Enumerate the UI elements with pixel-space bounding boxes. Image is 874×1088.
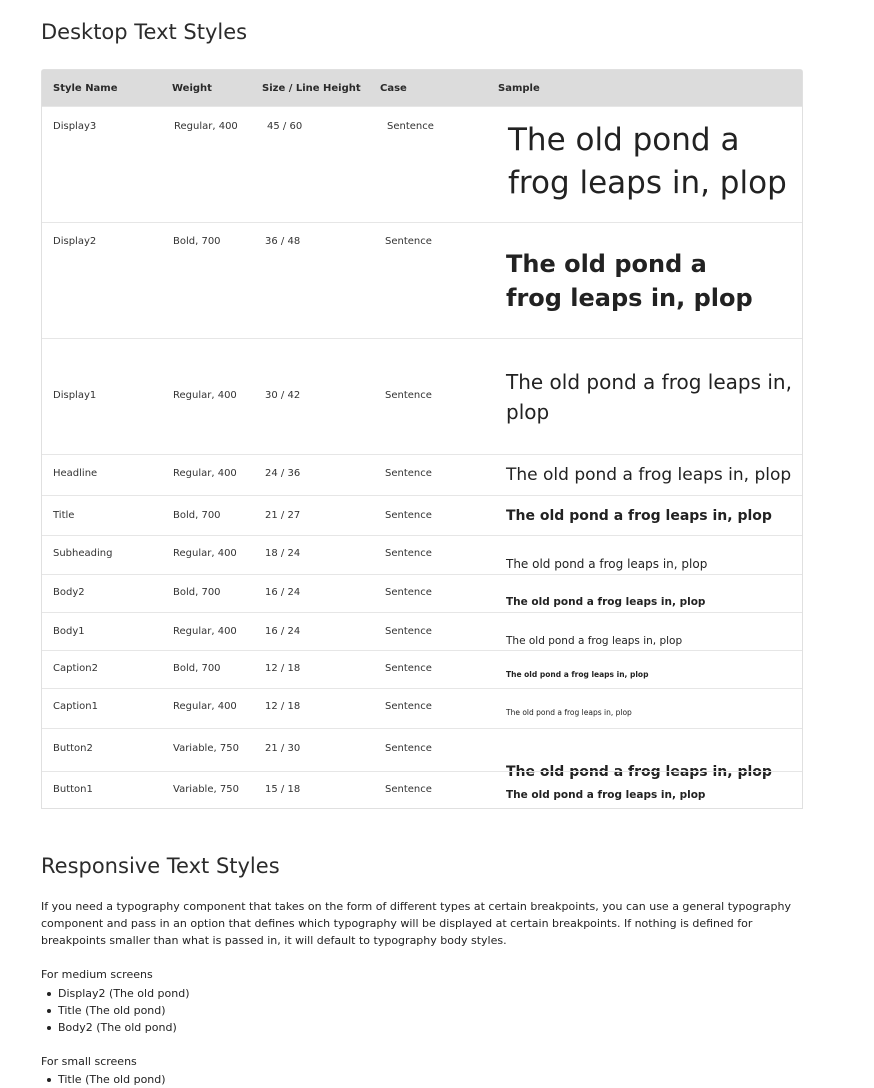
sample-button1: The old pond a frog leaps in, plop: [506, 789, 706, 801]
sample-display1: The old pond a frog leaps in, plop: [506, 370, 792, 424]
style-case: Sentence: [385, 390, 432, 401]
responsive-description: If you need a typography component that takes on the form of different types at certain breakpoints, you can use a general typography component and pass in an option that defines which typography will be displayed at certain breakpoints. If nothing is defined for breakpoints smaller than what is passed in, it will default to typography body styles.: [41, 900, 791, 947]
small-screens-list: [41, 1071, 166, 1088]
header-case: Case: [380, 83, 407, 94]
header-sample: Sample: [498, 83, 540, 94]
header-weight: Weight: [172, 83, 212, 94]
sample-body2: The old pond a frog leaps in, plop: [506, 596, 706, 608]
style-size: 12 / 18: [265, 663, 301, 674]
list-item: Display2 (The old pond): [58, 987, 190, 1000]
table-row: [42, 535, 802, 574]
style-name: Display2: [53, 236, 97, 247]
style-case: Sentence: [385, 548, 432, 559]
style-name: Headline: [53, 468, 98, 479]
style-name: Button2: [53, 743, 93, 754]
sample-headline: The old pond a frog leaps in, plop: [506, 465, 792, 485]
table-row: [42, 650, 802, 688]
list-item: Title (The old pond): [58, 1073, 166, 1086]
sample-display2: The old pond a frog leaps in, plop: [506, 250, 753, 312]
medium-screens-label: For medium screens: [41, 968, 153, 981]
style-size: 24 / 36: [265, 468, 301, 479]
header-style-name: Style Name: [53, 83, 118, 94]
style-name: Display1: [53, 390, 97, 401]
style-name: Caption1: [53, 701, 98, 712]
style-case: Sentence: [385, 626, 432, 637]
style-weight: Regular, 400: [173, 626, 237, 637]
style-name: Caption2: [53, 663, 98, 674]
style-size: 18 / 24: [265, 548, 301, 559]
style-case: Sentence: [385, 236, 432, 247]
style-weight: Regular, 400: [173, 390, 237, 401]
table-row: [42, 688, 802, 728]
style-size: 16 / 24: [265, 587, 301, 598]
responsive-text-styles-heading: Responsive Text Styles: [41, 854, 280, 878]
style-case: Sentence: [387, 121, 434, 132]
desktop-text-styles-heading: Desktop Text Styles: [41, 20, 248, 44]
style-size: 45 / 60: [267, 121, 303, 132]
style-weight: Bold, 700: [173, 236, 221, 247]
style-name: Display3: [53, 121, 97, 132]
style-name: Button1: [53, 784, 93, 795]
sample-caption2: The old pond a frog leaps in, plop: [506, 670, 649, 679]
table-row: [42, 771, 802, 808]
table-row: [42, 222, 802, 338]
style-size: 30 / 42: [265, 390, 301, 401]
style-weight: Variable, 750: [173, 784, 239, 795]
style-case: Sentence: [385, 510, 432, 521]
sample-title: The old pond a frog leaps in, plop: [506, 508, 772, 524]
table-row: [42, 454, 802, 495]
style-size: 36 / 48: [265, 236, 301, 247]
medium-screens-list: [41, 985, 190, 1036]
list-item: Body2 (The old pond): [58, 1019, 190, 1036]
style-case: Sentence: [385, 784, 432, 795]
sample-body1: The old pond a frog leaps in, plop: [506, 635, 683, 647]
style-weight: Variable, 750: [173, 743, 239, 754]
style-case: Sentence: [385, 468, 432, 479]
style-weight: Regular, 400: [174, 121, 238, 132]
text-styles-table: [41, 69, 803, 809]
style-case: Sentence: [385, 663, 432, 674]
header-size-line-height: Size / Line Height: [262, 83, 361, 94]
style-case: Sentence: [385, 743, 432, 754]
table-row: [42, 338, 802, 454]
style-weight: Bold, 700: [173, 663, 221, 674]
table-row: [42, 612, 802, 650]
style-weight: Bold, 700: [173, 510, 221, 521]
style-case: Sentence: [385, 587, 432, 598]
style-size: 12 / 18: [265, 701, 301, 712]
style-weight: Regular, 400: [173, 701, 237, 712]
sample-caption1: The old pond a frog leaps in, plop: [506, 708, 632, 717]
style-weight: Regular, 400: [173, 548, 237, 559]
style-name: Body2: [53, 587, 85, 598]
style-case: Sentence: [385, 701, 432, 712]
table-row: [42, 106, 802, 222]
style-weight: Bold, 700: [173, 587, 221, 598]
list-item: Title (The old pond): [58, 1002, 190, 1019]
sample-display3: The old pond a frog leaps in, plop: [508, 122, 787, 201]
style-size: 21 / 30: [265, 743, 301, 754]
table-row: [42, 495, 802, 535]
style-name: Title: [53, 510, 75, 521]
table-header: [42, 70, 802, 106]
table-row: [42, 728, 802, 780]
style-name: Body1: [53, 626, 85, 637]
style-size: 15 / 18: [265, 784, 301, 795]
sample-button2: The old pond a frog leaps in, plop: [506, 764, 772, 780]
sample-subheading: The old pond a frog leaps in, plop: [506, 557, 708, 571]
style-size: 16 / 24: [265, 626, 301, 637]
style-name: Subheading: [53, 548, 113, 559]
style-weight: Regular, 400: [173, 468, 237, 479]
table-row: [42, 574, 802, 612]
style-size: 21 / 27: [265, 510, 301, 521]
small-screens-label: For small screens: [41, 1055, 137, 1068]
